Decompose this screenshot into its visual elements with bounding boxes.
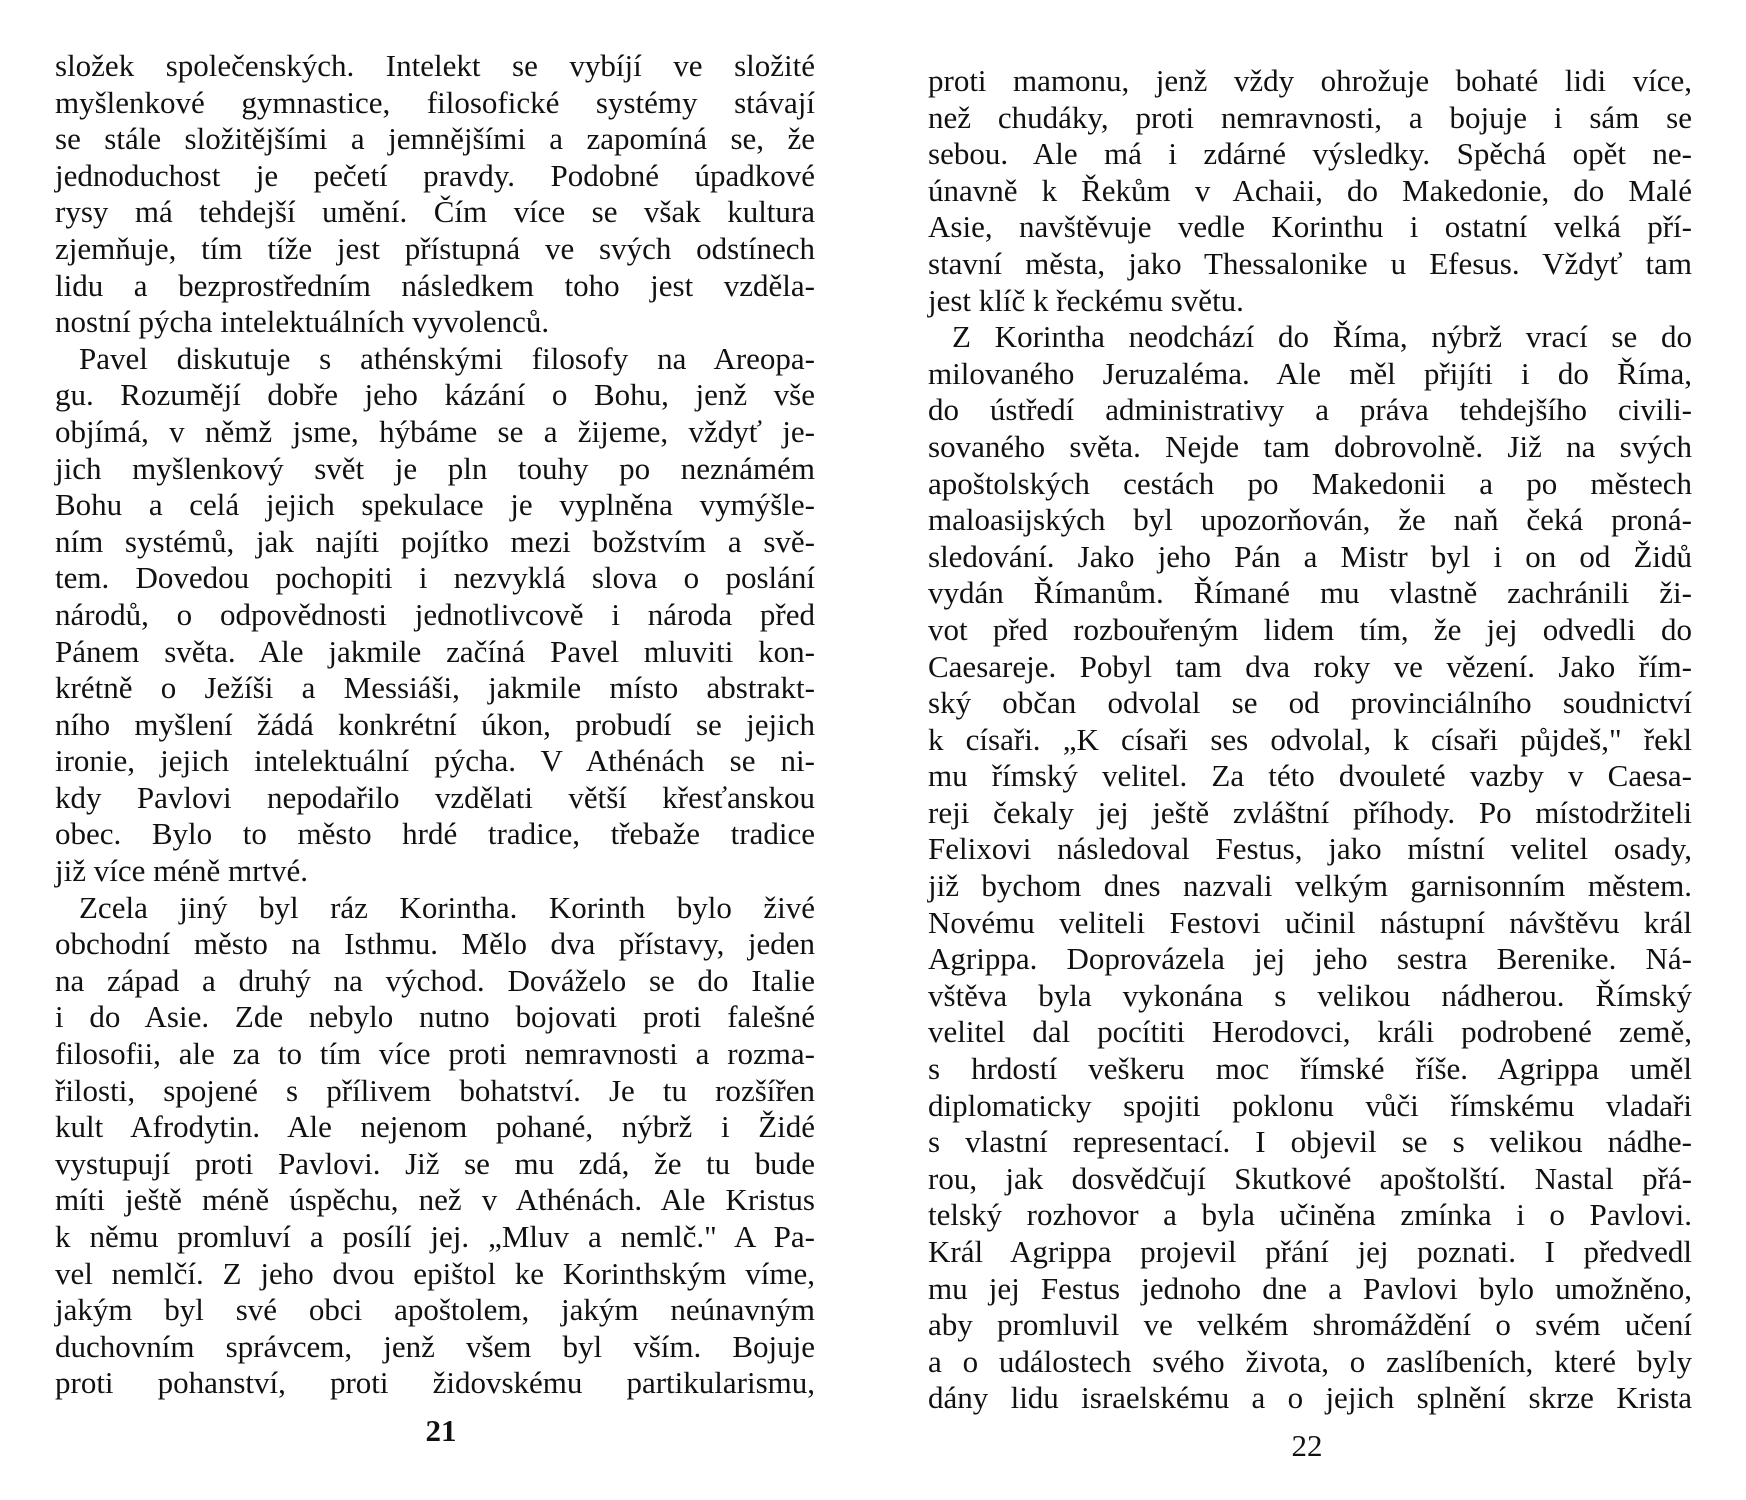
text-line: řilosti, spojené s přílivem bohatství. Je tu rozšířen bbox=[55, 1072, 815, 1108]
text-line: Novému veliteli Festovi učinil nástupní návštěvu král bbox=[928, 904, 1692, 940]
text-line: vystupují proti Pavlovi. Již se mu zdá, že tu bude bbox=[55, 1145, 815, 1181]
text-line: vydán Římanům. Římané mu vlastně zachránili ži- bbox=[928, 575, 1692, 611]
text-line: diplomaticky spojiti poklonu vůči římskému vladaři bbox=[928, 1087, 1692, 1123]
text-line: filosofii, ale za to tím více proti nemravnosti a rozma- bbox=[55, 1036, 815, 1072]
text-line: telský rozhovor a byla učiněna zmínka i o Pavlovi. bbox=[928, 1197, 1692, 1233]
left-page-text bbox=[55, 48, 815, 1402]
text-line: národů, o odpovědnosti jednotlivcově i národa před bbox=[55, 596, 815, 632]
text-line: nostní pýcha intelektuálních vyvolenců. bbox=[55, 304, 550, 340]
text-line: ním systémů, jak najíti pojítko mezi božstvím a svě- bbox=[55, 523, 815, 559]
text-line: sebou. Ale má i zdárné výsledky. Spěchá opět ne- bbox=[928, 136, 1692, 172]
text-line: ního myšlení žádá konkrétní úkon, probudí se jejich bbox=[55, 706, 815, 742]
text-line: apoštolských cestách po Makedonii a po městech bbox=[928, 465, 1692, 501]
text-line: krétně o Ježíši a Messiáši, jakmile místo abstrakt- bbox=[55, 670, 815, 706]
text-line: únavně k Řekům v Achaii, do Makedonie, do Malé bbox=[928, 172, 1692, 208]
text-line: již bychom dnes nazvali velkým garnisonním městem. bbox=[928, 868, 1692, 904]
text-line: ironie, jejich intelektuální pýcha. V Athénách se ni- bbox=[55, 743, 815, 779]
text-line: a o událostech svého života, o zaslíbeních, které byly bbox=[928, 1343, 1692, 1379]
text-line: zjemňuje, tím tíže jest přístupná ve svých odstínech bbox=[55, 230, 815, 266]
page-number: 22 bbox=[1291, 1428, 1323, 1463]
text-line: Felixovi následoval Festus, jako místní velitel osady, bbox=[928, 831, 1692, 867]
text-line: tem. Dovedou pochopiti i nezvyklá slova o poslání bbox=[55, 560, 815, 596]
text-line: Pánem světa. Ale jakmile začíná Pavel mluviti kon- bbox=[55, 633, 815, 669]
text-line: Asie, navštěvuje vedle Korinthu i ostatní velká pří- bbox=[928, 209, 1692, 245]
text-line: vštěva byla vykonána s velikou nádherou. Římský bbox=[928, 977, 1692, 1013]
text-line: milovaného Jeruzaléma. Ale měl přijíti i do Říma, bbox=[928, 355, 1692, 391]
text-line: proti mamonu, jenž vždy ohrožuje bohaté lidi více, bbox=[928, 63, 1692, 98]
text-line: objímá, v němž jsme, hýbáme se a žijeme, vždyť je- bbox=[55, 413, 815, 449]
text-line: k císaři. „K císaři ses odvolal, k císaři půjdeš," řekl bbox=[928, 721, 1692, 757]
text-line: jakým byl své obci apoštolem, jakým neúnavným bbox=[55, 1292, 815, 1328]
text-line: stavní města, jako Thessalonike u Efesus. Vždyť tam bbox=[928, 245, 1692, 281]
text-line: sovaného světa. Nejde tam dobrovolně. Již na svých bbox=[928, 428, 1692, 464]
text-line: jednoduchost je pečetí pravdy. Podobné úpadkové bbox=[55, 157, 815, 193]
text-line: Pavel diskutuje s athénskými filosofy na Areopa- bbox=[79, 340, 815, 376]
text-line: jest klíč k řeckému světu. bbox=[928, 282, 1244, 318]
text-line: míti ještě méně úspěchu, než v Athénách. Ale Kristus bbox=[55, 1182, 815, 1218]
text-line: Agrippa. Doprovázela jej jeho sestra Berenike. Ná- bbox=[928, 941, 1692, 977]
text-line: dány lidu israelskému a o jejich splnění skrze Krista bbox=[928, 1380, 1692, 1416]
text-line: již více méně mrtvé. bbox=[55, 853, 309, 889]
text-line: rysy má tehdejší umění. Čím více se však kultura bbox=[55, 194, 815, 230]
text-line: Z Korintha neodchází do Říma, nýbrž vrací se do bbox=[952, 319, 1692, 355]
text-line: vel nemlčí. Z jeho dvou epištol ke Korinthským víme, bbox=[55, 1255, 815, 1291]
text-line: Zcela jiný byl ráz Korintha. Korinth bylo živé bbox=[79, 889, 815, 925]
text-line: gu. Rozumějí dobře jeho kázání o Bohu, jenž vše bbox=[55, 377, 815, 413]
text-line: velitel dal pocítiti Herodovci, králi podrobené země, bbox=[928, 1014, 1692, 1050]
text-line: duchovním správcem, jenž všem byl vším. Bojuje bbox=[55, 1328, 815, 1364]
text-line: složek společenských. Intelekt se vybíjí ve složité bbox=[55, 48, 815, 83]
text-line: ský občan odvolal se od provinciálního soudnictví bbox=[928, 685, 1692, 721]
text-line: sledování. Jako jeho Pán a Mistr byl i on od Židů bbox=[928, 538, 1692, 574]
text-line: myšlenkové gymnastice, filosofické systémy stávají bbox=[55, 84, 815, 120]
text-line: rou, jak dosvědčují Skutkové apoštolští. Nastal přá- bbox=[928, 1160, 1692, 1196]
text-line: s hrdostí veškeru moc římské říše. Agrippa uměl bbox=[928, 1051, 1692, 1087]
page-number: 21 bbox=[425, 1413, 457, 1448]
text-line: než chudáky, proti nemravnosti, a bojuje i sám se bbox=[928, 99, 1692, 135]
text-line: jich myšlenkový svět je pln touhy po neznámém bbox=[55, 450, 815, 486]
text-line: kdy Pavlovi nepodařilo vzdělati větší křesťanskou bbox=[55, 779, 815, 815]
text-line: obchodní město na Isthmu. Mělo dva přístavy, jeden bbox=[55, 926, 815, 962]
text-line: do ústředí administrativy a práva tehdejšího civili- bbox=[928, 392, 1692, 428]
text-line: k němu promluví a posílí jej. „Mluv a nemlč." A Pa- bbox=[55, 1219, 815, 1254]
text-line: s vlastní representací. I objevil se s velikou nádhe- bbox=[928, 1124, 1692, 1160]
text-line: i do Asie. Zde nebylo nutno bojovati proti falešné bbox=[55, 999, 815, 1035]
text-line: proti pohanství, proti židovskému partikularismu, bbox=[55, 1365, 815, 1401]
left-page bbox=[55, 0, 815, 1500]
text-line: Král Agrippa projevil přání jej poznati. I předvedl bbox=[928, 1234, 1692, 1269]
text-line: mu jej Festus jednoho dne a Pavlovi bylo umožněno, bbox=[928, 1270, 1692, 1306]
right-page bbox=[928, 0, 1692, 1500]
text-line: lidu a bezprostředním následkem toho jest vzděla- bbox=[55, 267, 815, 303]
text-line: reji čekaly jej ještě zvláštní příhody. Po místodržiteli bbox=[928, 794, 1692, 830]
text-line: se stále složitějšími a jemnějšími a zapomíná se, že bbox=[55, 121, 815, 157]
right-page-text bbox=[928, 63, 1692, 1417]
text-line: obec. Bylo to město hrdé tradice, třebaže tradice bbox=[55, 816, 815, 852]
text-line: aby promluvil ve velkém shromáždění o svém učení bbox=[928, 1307, 1692, 1343]
text-line: Caesareje. Pobyl tam dva roky ve vězení. Jako řím- bbox=[928, 648, 1692, 684]
text-line: mu římský velitel. Za této dvouleté vazby v Caesa- bbox=[928, 758, 1692, 794]
text-line: na západ a druhý na východ. Dováželo se do Italie bbox=[55, 962, 815, 998]
text-line: maloasijských byl upozorňován, že naň čeká proná- bbox=[928, 502, 1692, 538]
text-line: kult Afrodytin. Ale nejenom pohané, nýbrž i Židé bbox=[55, 1109, 815, 1145]
text-line: Bohu a celá jejich spekulace je vyplněna vymýšle- bbox=[55, 487, 815, 523]
text-line: vot před rozbouřeným lidem tím, že jej odvedli do bbox=[928, 611, 1692, 647]
